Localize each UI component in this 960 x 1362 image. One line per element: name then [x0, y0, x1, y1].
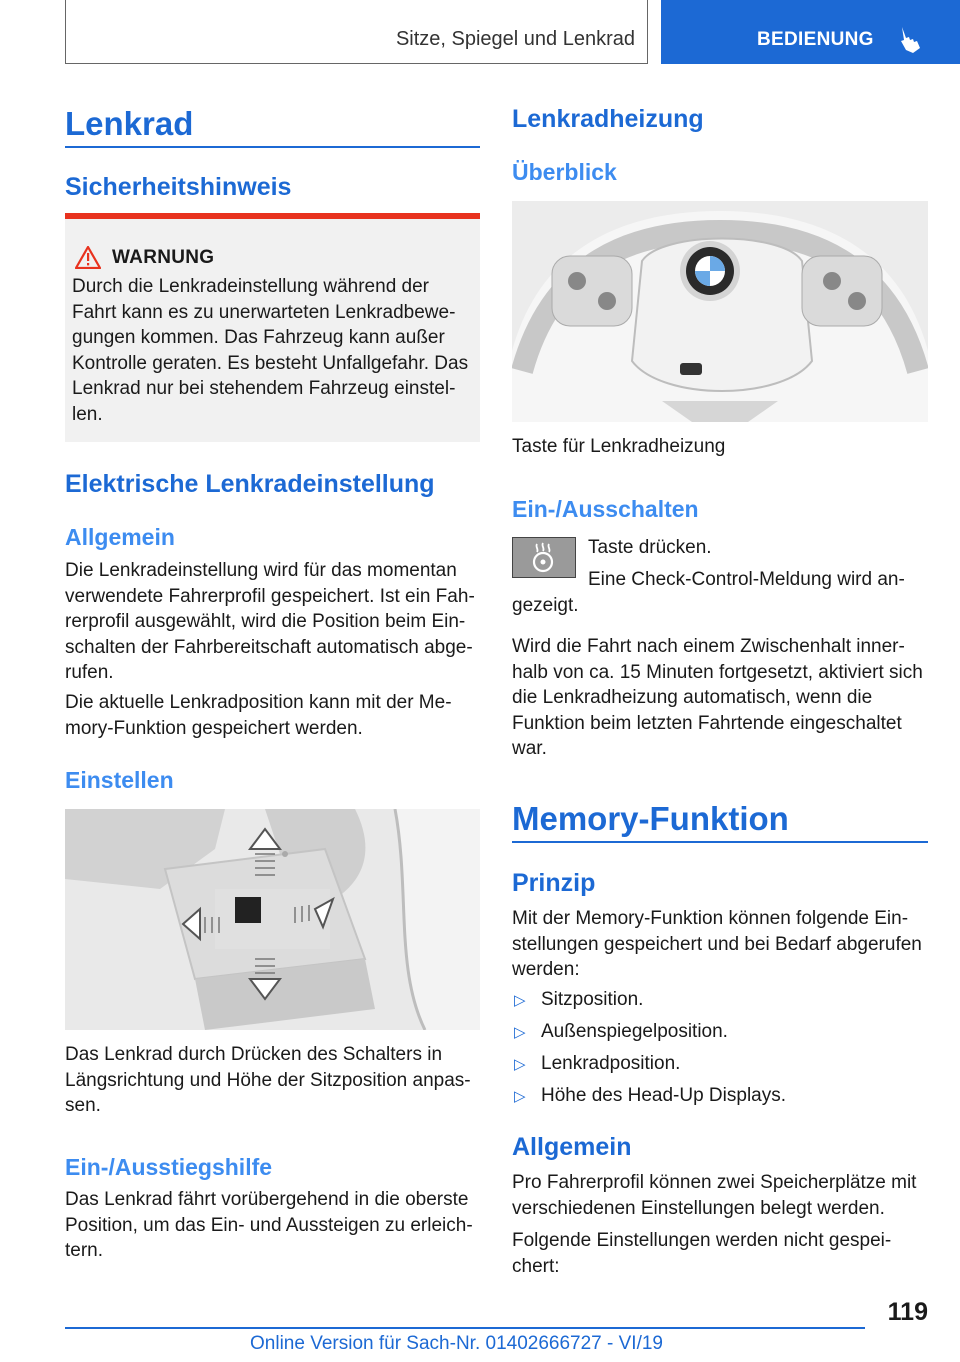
bullet-triangle-icon: ▷ [514, 1024, 526, 1041]
entry-aid-heading: Ein-/Ausstiegshilfe [65, 1154, 273, 1180]
electric-adjust-heading: Elektrische Lenkradeinstellung [65, 470, 435, 498]
warning-title: WARNUNG [112, 247, 215, 268]
general-text-left-2: Die aktuelle Lenkradposition kann mit der Memory-Funktion gespeichert werden. [65, 692, 452, 739]
general-heading-right: Allgemein [512, 1133, 632, 1161]
onoff-line2: Eine Check-Control-Meldung wird angezeigt. [512, 569, 905, 616]
page-number: 119 [887, 1298, 928, 1326]
general-heading-left: Allgemein [65, 524, 175, 550]
adjust-heading: Einstellen [65, 767, 174, 793]
general-text-left-1: Die Lenkradeinstellung wird für das momentan verwendete Fahrerprofil gespeichert. Ist ein Fahrerprofil ausgewählt, wird die Position beim Einschalten der Fahrbereitschaft automatisch abgerufen. [65, 560, 475, 683]
bullet-triangle-icon: ▷ [514, 1056, 526, 1073]
overview-heading: Überblick [512, 159, 617, 185]
heating-heading: Lenkradheizung [512, 105, 704, 133]
steering-wheel-photo [512, 201, 928, 422]
onoff-text: Wird die Fahrt nach einem Zwischenhalt innerhalb von ca. 15 Minuten fortgesetzt, aktiviert sich die Lenkradheizung automatisch, wenn die Funktion beim letzten Fahrtende eingeschaltet war. [512, 636, 923, 759]
warning-box [65, 213, 480, 442]
adjust-caption: Das Lenkrad durch Drücken des Schalters in Längsrichtung und Höhe der Sitzposition anpassen. [65, 1044, 471, 1116]
warning-text: Durch die Lenkradeinstellung während der Fahrt kann es zu unerwarteten Lenkradbewegungen kommen. Das Fahrzeug kann außer Kontrolle geraten. Es besteht Unfallgefahr. Das Lenkrad nur bei stehendem Fahrzeug einstellen. [72, 276, 469, 425]
onoff-heading: Ein-/Ausschalten [512, 496, 699, 522]
general-text-right-1: Pro Fahrerprofil können zwei Speicherplätze mit verschiedenen Einstellungen belegt werden. [512, 1172, 917, 1219]
bullet-triangle-icon: ▷ [514, 992, 526, 1009]
safety-heading: Sicherheitshinweis [65, 173, 292, 201]
section-title: BEDIENUNG [757, 29, 874, 50]
footer-text: Online Version für Sach-Nr. 01402666727 - VI/19 [250, 1333, 663, 1354]
header-section-tab [661, 0, 960, 64]
onoff-line1: Taste drücken. [588, 537, 712, 558]
memory-title: Memory-Funktion [512, 800, 789, 837]
overview-caption: Taste für Lenkradheizung [512, 436, 726, 457]
chapter-title: Sitze, Spiegel und Lenkrad [395, 28, 635, 50]
principle-heading: Prinzip [512, 869, 596, 897]
title-rule [65, 146, 480, 148]
hand-pointer-icon [897, 24, 923, 54]
warning-triangle-icon [75, 246, 101, 269]
principle-text: Mit der Memory-Funktion können folgende Einstellungen gespeichert und bei Bedarf abgerufen werden: [512, 908, 922, 980]
bullet-triangle-icon: ▷ [514, 1088, 526, 1105]
entry-aid-text: Das Lenkrad fährt vorübergehend in die oberste Position, um das Ein- und Aussteigen zu erleichtern. [65, 1189, 473, 1261]
footer-rule [65, 1327, 865, 1329]
header-chapter-tab [65, 0, 648, 64]
memory-rule [512, 841, 928, 843]
general-text-right-2: Folgende Einstellungen werden nicht gespeichert: [512, 1230, 892, 1277]
page-title: Lenkrad [65, 105, 194, 142]
steering-adjust-photo [65, 809, 480, 1030]
